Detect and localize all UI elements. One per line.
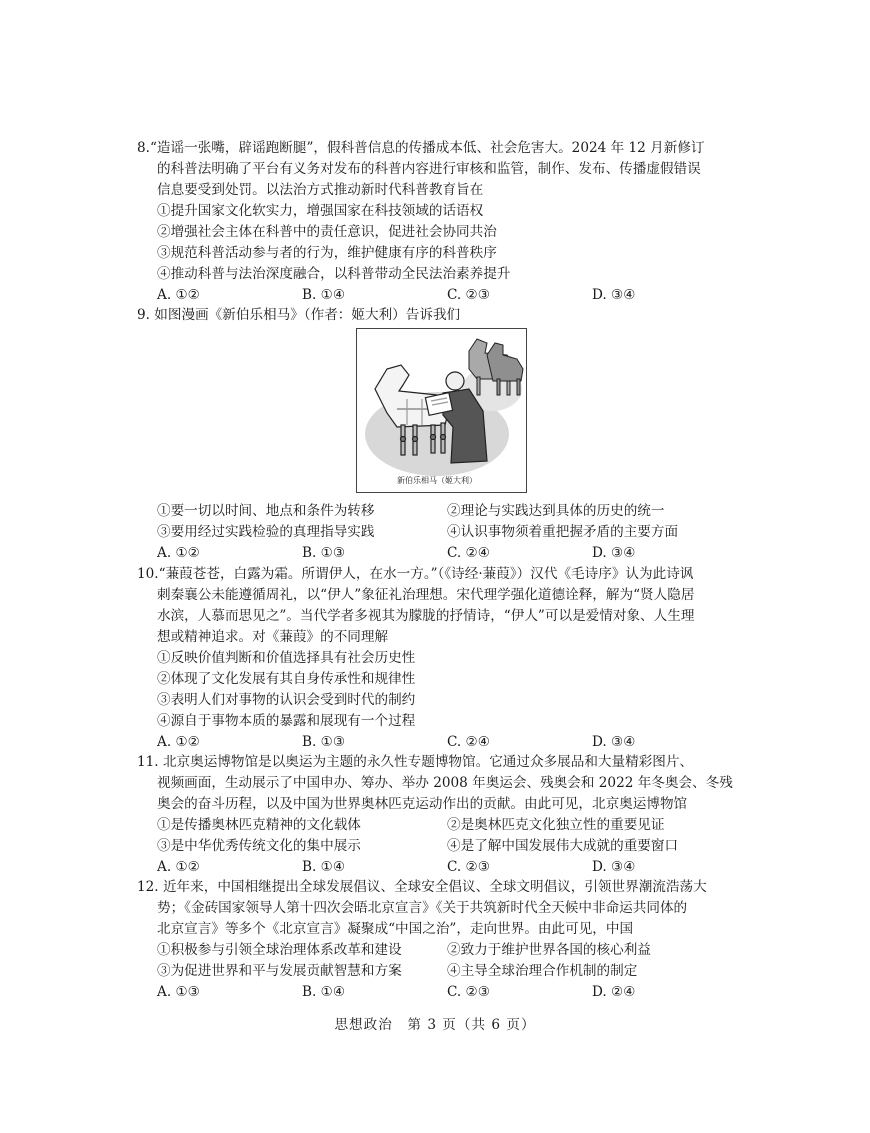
- statement-item: ④主导全球治理合作机制的制定: [447, 963, 638, 979]
- statement-row: [137, 836, 737, 857]
- answer-options: [137, 982, 737, 1003]
- question-10: [137, 564, 737, 753]
- option-d[interactable]: D. ③④: [592, 545, 636, 561]
- stem-line: 信息要受到处罚。以法治方式推动新时代科普教育旨在: [157, 182, 484, 198]
- option-b[interactable]: B. ①④: [302, 984, 346, 1000]
- option-c[interactable]: C. ②③: [447, 984, 490, 1000]
- answer-options: [137, 285, 737, 306]
- statement-item: ①反映价值判断和价值选择具有社会历史性: [157, 650, 416, 666]
- option-a[interactable]: A. ①②: [157, 287, 200, 303]
- question-stem: [137, 564, 737, 648]
- stem-line: 10.“蒹葭苍苍，白露为霜。所谓伊人，在水一方。”（《诗经·蒹葭》）汉代《毛诗序》认为此诗讽: [137, 566, 694, 582]
- option-b[interactable]: B. ①④: [302, 287, 346, 303]
- option-a[interactable]: A. ①②: [157, 734, 200, 750]
- statement-item: ④源自于事物本质的暴露和展现有一个过程: [157, 713, 416, 729]
- option-b[interactable]: B. ①③: [302, 545, 346, 561]
- stem-line: 想或精神追求。对《蒹葭》的不同理解: [157, 629, 389, 645]
- statement-item: ②增强社会主体在科普中的责任意识，促进社会协同共治: [157, 224, 497, 240]
- cartoon-figure: [356, 328, 527, 493]
- statement-item: ②是奥林匹克文化独立性的重要见证: [447, 817, 665, 833]
- page-footer: 思想政治 第 3 页（共 6 页）: [334, 1017, 536, 1033]
- option-d[interactable]: D. ③④: [592, 287, 636, 303]
- statement-item: ④是了解中国发展伟大成就的重要窗口: [447, 838, 679, 854]
- statement-row: [137, 501, 737, 522]
- statement-row: [137, 961, 737, 982]
- statement-item: ③是中华优秀传统文化的集中展示: [157, 838, 361, 854]
- statement-list: [137, 648, 737, 732]
- question-12: [137, 877, 737, 1003]
- option-d[interactable]: D. ③④: [592, 859, 636, 875]
- statement-item: ①要一切以时间、地点和条件为转移: [157, 503, 375, 519]
- question-stem: [137, 305, 737, 326]
- statement-row: [137, 940, 737, 961]
- statement-row: [137, 522, 737, 543]
- statement-item: ③要用经过实践检验的真理指导实践: [157, 524, 375, 540]
- option-c[interactable]: C. ②③: [447, 859, 490, 875]
- option-a[interactable]: A. ①②: [157, 859, 200, 875]
- statement-item: ③为促进世界和平与发展贡献智慧和方案: [157, 963, 402, 979]
- statement-row: [137, 815, 737, 836]
- statement-item: ②致力于维护世界各国的核心利益: [447, 942, 651, 958]
- figure-caption: 新伯乐相马（姬大利）: [397, 476, 477, 485]
- statement-item: ①是传播奥林匹克精神的文化载体: [157, 817, 361, 833]
- option-b[interactable]: B. ①④: [302, 859, 346, 875]
- statement-item: ③规范科普活动参与者的行为，维护健康有序的科普秩序: [157, 245, 497, 261]
- stem-line: 奥会的奋斗历程，以及中国为世界奥林匹克运动作出的贡献。由此可见，北京奥运博物馆: [157, 796, 688, 812]
- stem-line: 8.“造谣一张嘴，辟谣跑断腿”，假科普信息的传播成本低、社会危害大。2024 年 12 月新修订: [137, 140, 705, 156]
- statement-list: [137, 201, 737, 285]
- option-d[interactable]: D. ③④: [592, 734, 636, 750]
- option-d[interactable]: D. ②④: [592, 984, 636, 1000]
- option-b[interactable]: B. ①③: [302, 734, 346, 750]
- option-c[interactable]: C. ②④: [447, 545, 490, 561]
- stem-line: 水滨，人慕而思见之”。当代学者多视其为朦胧的抒情诗，“伊人”可以是爱情对象、人生理: [157, 608, 695, 624]
- option-c[interactable]: C. ②④: [447, 734, 490, 750]
- stem-line: 11. 北京奥运博物馆是以奥运为主题的永久性专题博物馆。它通过众多展品和大量精彩图片、: [137, 754, 694, 770]
- question-11: [137, 752, 737, 878]
- stem-line: 12. 近年来，中国相继提出全球发展倡议、全球安全倡议、全球文明倡议，引领世界潮流浩荡大: [137, 879, 707, 895]
- statement-item: ①提升国家文化软实力，增强国家在科技领域的话语权: [157, 203, 484, 219]
- question-stem: [137, 138, 737, 201]
- cartoon-illustration: [357, 329, 526, 492]
- question-9-choices: [137, 501, 737, 564]
- statement-item: ②理论与实践达到具体的历史的统一: [447, 503, 665, 519]
- statement-item: ④认识事物须着重把握矛盾的主要方面: [447, 524, 679, 540]
- option-a[interactable]: A. ①②: [157, 545, 200, 561]
- statement-item: ③表明人们对事物的认识会受到时代的制约: [157, 692, 416, 708]
- question-9: [137, 305, 737, 326]
- statement-item: ①积极参与引领全球治理体系改革和建设: [157, 942, 402, 958]
- stem-line: 的科普法明确了平台有义务对发布的科普内容进行审核和监管，制作、发布、传播虚假错误: [157, 161, 701, 177]
- answer-options: [137, 732, 737, 753]
- question-8: [137, 138, 737, 306]
- statement-item: ④推动科普与法治深度融合，以科普带动全民法治素养提升: [157, 266, 511, 282]
- question-stem: [137, 877, 737, 940]
- question-stem: [137, 752, 737, 815]
- answer-options: [137, 543, 737, 564]
- stem-line: 势；《金砖国家领导人第十四次会晤北京宣言》《关于共筑新时代全天候中非命运共同体的: [157, 900, 688, 916]
- stem-line: 北京宣言》等多个《北京宣言》凝聚成“中国之治”，走向世界。由此可见，中国: [157, 921, 634, 937]
- answer-options: [137, 857, 737, 878]
- stem-line: 9. 如图漫画《新伯乐相马》（作者：姬大利）告诉我们: [137, 307, 461, 323]
- statement-item: ②体现了文化发展有其自身传承性和规律性: [157, 671, 416, 687]
- stem-line: 刺秦襄公未能遵循周礼，以“伊人”象征礼治理想。宋代理学强化道德诠释，解为“贤人隐居: [157, 587, 695, 603]
- stem-line: 视频画面，生动展示了中国申办、筹办、举办 2008 年奥运会、残奥会和 2022 年冬奥会、冬残: [157, 775, 733, 791]
- option-c[interactable]: C. ②③: [447, 287, 490, 303]
- option-a[interactable]: A. ①③: [157, 984, 200, 1000]
